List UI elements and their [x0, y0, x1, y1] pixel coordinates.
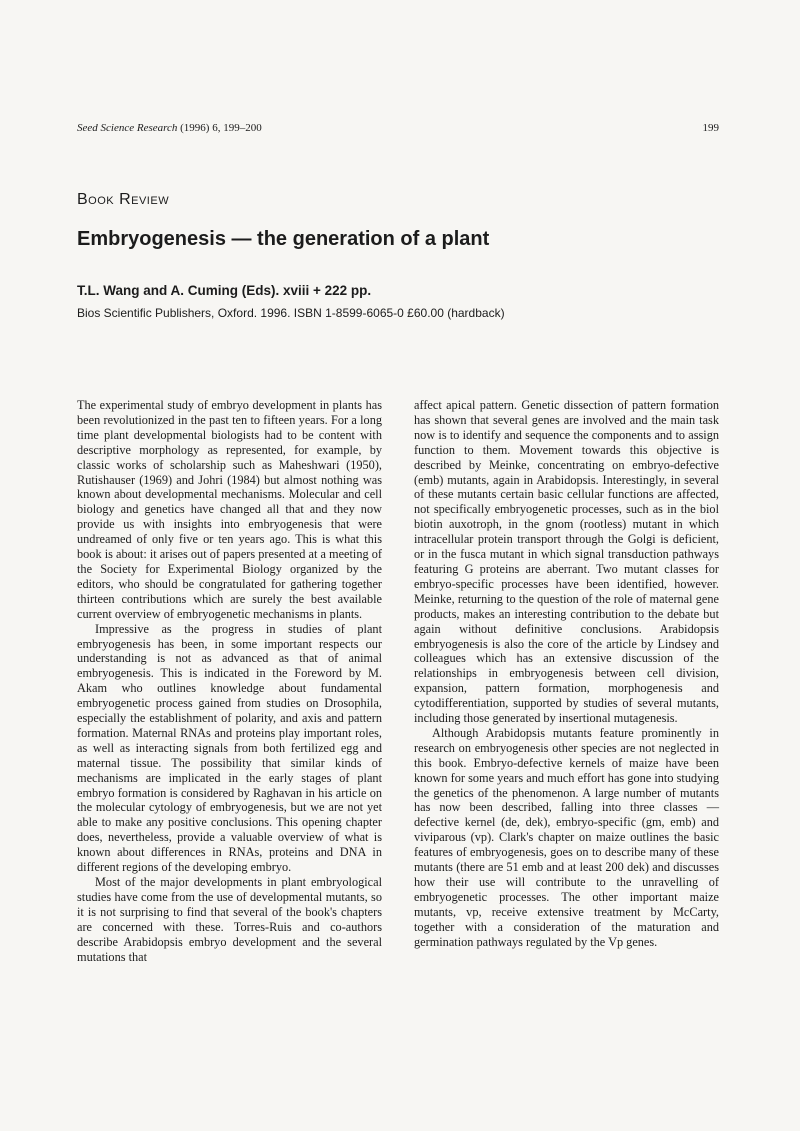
paragraph: Impressive as the progress in studies of plant embryogenesis has been, in some important respects our understanding is not as advanced as that of animal embryogenesis. This is indicated in the Foreword by M. Akam who outlines knowledge about fundamental embryogenetic process gained from studies on Drosophila, especially the establishment of polarity, and axis and pattern formation. Maternal RNAs and proteins play important roles, as well as interacting signals from both fertilized egg and maternal tissue. The possibility that similar kinds of mechanisms are implicated in the early stages of plant embryo formation is considered by Raghavan in his article on the molecular cytology of embryogenesis, but we are not yet able to make any positive conclusions. This opening chapter does, nevertheless, provide a valuable overview of what is known about differences in RNAs, proteins and DNA in different regions of the developing embryo. [77, 621, 382, 875]
running-header [77, 121, 719, 135]
body-column-right [414, 398, 719, 950]
paragraph: Most of the major developments in plant embryological studies have come from the use of developmental mutants, so it is not surprising to find that several of the book's chapters are concerned with these. Torres-Ruis and co-authors describe Arabidopsis embryo development and the several mutations that [77, 875, 382, 964]
paragraph: Although Arabidopsis mutants feature prominently in research on embryogenesis other species are not neglected in this book. Embryo-defective kernels of maize have been known for some years and much effort has gone into studying the genetics of the phenomenon. A large number of mutants has now been described, falling into three classes — defective kernel (de, dek), embryo-specific (gm, emb) and viviparous (vp). Clark's chapter on maize outlines the basic features of embryogenesis, goes on to describe many of these mutants (there are 51 emb and at least 200 dek) and discusses how their use will contribute to the unravelling of embryogenetic processes. The other important maize mutants, vp, receive extensive treatment by McCarty, together with a consideration of the maturation and germination pathways regulated by the Vp genes. [414, 725, 719, 949]
section-label: Book Review [77, 191, 170, 208]
paragraph: affect apical pattern. Genetic dissection of pattern formation has shown that several genes are involved and the main task now is to identify and sequence the components and to assign function to them. Movement towards this objective is described by Meinke, concentrating on embryo-defective (emb) mutants, again in Arabidopsis. Interestingly, in several of these mutants certain basic cellular functions are affected, not specifically embryogenetic processes, such as in the biol biotin auxotroph, in the gnom (rootless) mutant in which intracellular protein transport through the Golgi is deficient, or in the fusca mutant in which signal transduction pathways featuring G proteins are aberrant. Two mutant classes for embryo-specific processes have been identified, however. Meinke, returning to the question of the role of maternal gene products, makes an interesting contribution to the debate but again without definitive conclusions. Arabidopsis embryogenesis is also the core of the article by Lindsey and colleagues which has an extensive discussion of the relationships in embryogenesis between cell division, expansion, pattern formation, morphogenesis and cytodifferentiation, supported by studies of several mutants, including those generated by insertional mutagenesis. [414, 398, 719, 726]
body-column-left [77, 398, 382, 964]
page-number: 199 [702, 122, 719, 134]
book-editors: T.L. Wang and A. Cuming (Eds). xviii + 222 pp. [77, 283, 372, 298]
book-publisher: Bios Scientific Publishers, Oxford. 1996. ISBN 1-8599-6065-0 £60.00 (hardback) [77, 306, 505, 320]
citation: (1996) 6, 199–200 [180, 122, 262, 134]
journal-name: Seed Science Research [77, 122, 178, 134]
paragraph: The experimental study of embryo development in plants has been revolutionized in the past ten to fifteen years. For a long time plant developmental biologists had to be content with descriptive morphology as represented, for example, by classic works of scholarship such as Maheshwari (1950), Rutishauser (1969) and Johri (1984) but almost nothing was known about developmental mechanisms. Molecular and cell biology and genetics have changed all that and they now provide us with insights into embryogenesis that were undreamed of only five or ten years ago. This is what this book is about: it arises out of papers presented at a meeting of the Society for Experimental Biology organized by the editors, who should be congratulated for gathering together thirteen contributions which are surely the best available current overview of embryogenetic mechanisms in plants. [77, 398, 382, 621]
article-title: Embryogenesis — the generation of a plant [77, 228, 490, 250]
